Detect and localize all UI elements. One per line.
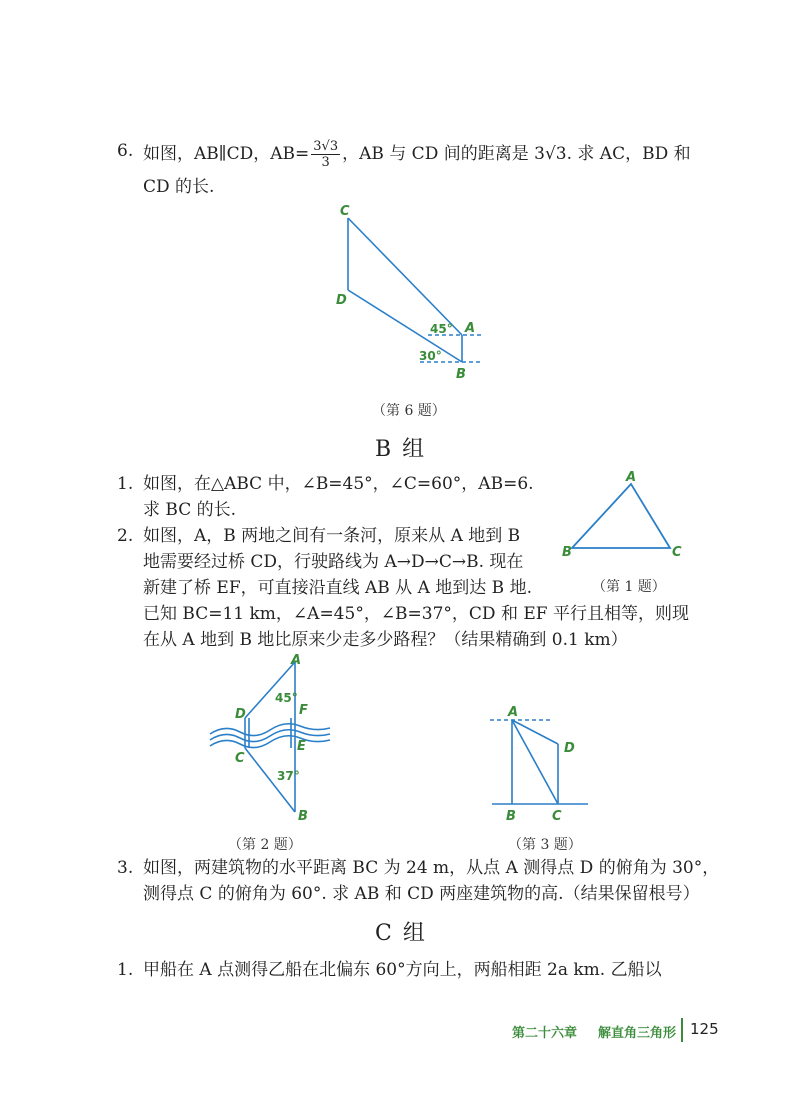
segment-ca — [348, 218, 462, 335]
b2-text-line3: 新建了桥 EF，可直接沿直线 AB 从 A 地到达 B 地. — [143, 578, 532, 598]
b3-text-line1: 如图，两建筑物的水平距离 BC 为 24 m，从点 A 测得点 D 的俯角为 30°， — [143, 858, 720, 878]
label-a: A — [465, 321, 476, 336]
label-d: D — [564, 741, 575, 756]
fraction-numerator: 3√3 — [313, 139, 339, 154]
b3-text-line2: 测得点 C 的俯角为 60°. 求 AB 和 CD 两座建筑物的高.（结果保留根号） — [143, 884, 700, 904]
b2-text-line4: 已知 BC=11 km，∠A=45°，∠B=37°，CD 和 EF 平行且相等，则现 — [143, 604, 689, 624]
problem-6-caption: （第 6 题） — [372, 403, 446, 419]
label-c: C — [672, 545, 682, 560]
b2-number: 2. — [117, 526, 134, 546]
label-d: D — [235, 707, 246, 722]
problem-6-text-part2: ，AB 与 CD 间的距离是 3√3. 求 AC，BD 和 — [342, 144, 691, 164]
label-b: B — [506, 809, 516, 824]
problem-6-fraction — [311, 139, 340, 170]
river-bank-lower — [210, 736, 330, 748]
label-c: C — [340, 204, 350, 219]
label-c: C — [552, 809, 562, 824]
label-a: A — [508, 705, 519, 720]
b2-text-line1: 如图，A，B 两地之间有一条河，原来从 A 地到 B — [143, 526, 521, 546]
b1-text-line1: 如图，在△ABC 中，∠B=45°，∠C=60°，AB=6. — [143, 474, 534, 494]
group-c-title: C 组 — [375, 921, 427, 946]
problem-6-text-line1 — [143, 139, 691, 170]
b2-text-line5: 在从 A 地到 B 地比原来少走多少路程？（结果精确到 0.1 km） — [143, 630, 628, 650]
b1-caption: （第 1 题） — [592, 579, 666, 595]
label-f: F — [299, 703, 308, 718]
b3-caption: （第 3 题） — [508, 837, 582, 853]
footer-divider — [681, 1018, 683, 1042]
label-a: A — [626, 470, 637, 485]
problem-6-figure — [320, 200, 490, 380]
b2-figure — [205, 652, 345, 827]
b1-number: 1. — [117, 474, 134, 494]
label-b: B — [456, 367, 466, 382]
c1-number: 1. — [117, 960, 134, 980]
fraction-denominator: 3 — [321, 155, 330, 170]
angle-45-label: 45° — [430, 322, 453, 336]
page-number: 125 — [690, 1020, 719, 1038]
b2-text-line2: 地需要经过桥 CD，行驶路线为 A→D→C→B. 现在 — [143, 552, 524, 572]
problem-6-text-line2: CD 的长. — [143, 177, 215, 197]
label-d: D — [336, 293, 347, 308]
triangle-abc — [572, 484, 670, 548]
segment-ad — [245, 662, 295, 718]
label-b: B — [298, 809, 308, 824]
label-e: E — [297, 739, 306, 754]
angle-37-label: 37° — [277, 769, 300, 783]
label-c: C — [235, 751, 245, 766]
b1-text-line2: 求 BC 的长. — [143, 500, 237, 520]
footer-chapter: 第二十六章 — [512, 1026, 578, 1041]
b3-number: 3. — [117, 858, 134, 878]
group-b-title: B 组 — [375, 437, 427, 462]
problem-6-number: 6. — [117, 141, 134, 161]
b1-figure — [558, 470, 698, 570]
label-a: A — [291, 653, 302, 668]
b2-caption: （第 2 题） — [228, 837, 302, 853]
angle-45-label: 45° — [275, 691, 298, 705]
label-b: B — [562, 545, 572, 560]
footer-title: 解直角三角形 — [598, 1026, 677, 1041]
c1-text-line1: 甲船在 A 点测得乙船在北偏东 60°方向上，两船相距 2a km. 乙船以 — [143, 960, 662, 980]
problem-6-text-part1: 如图，AB∥CD，AB= — [143, 144, 310, 164]
b3-figure — [488, 700, 598, 825]
angle-30-label: 30° — [419, 349, 442, 363]
